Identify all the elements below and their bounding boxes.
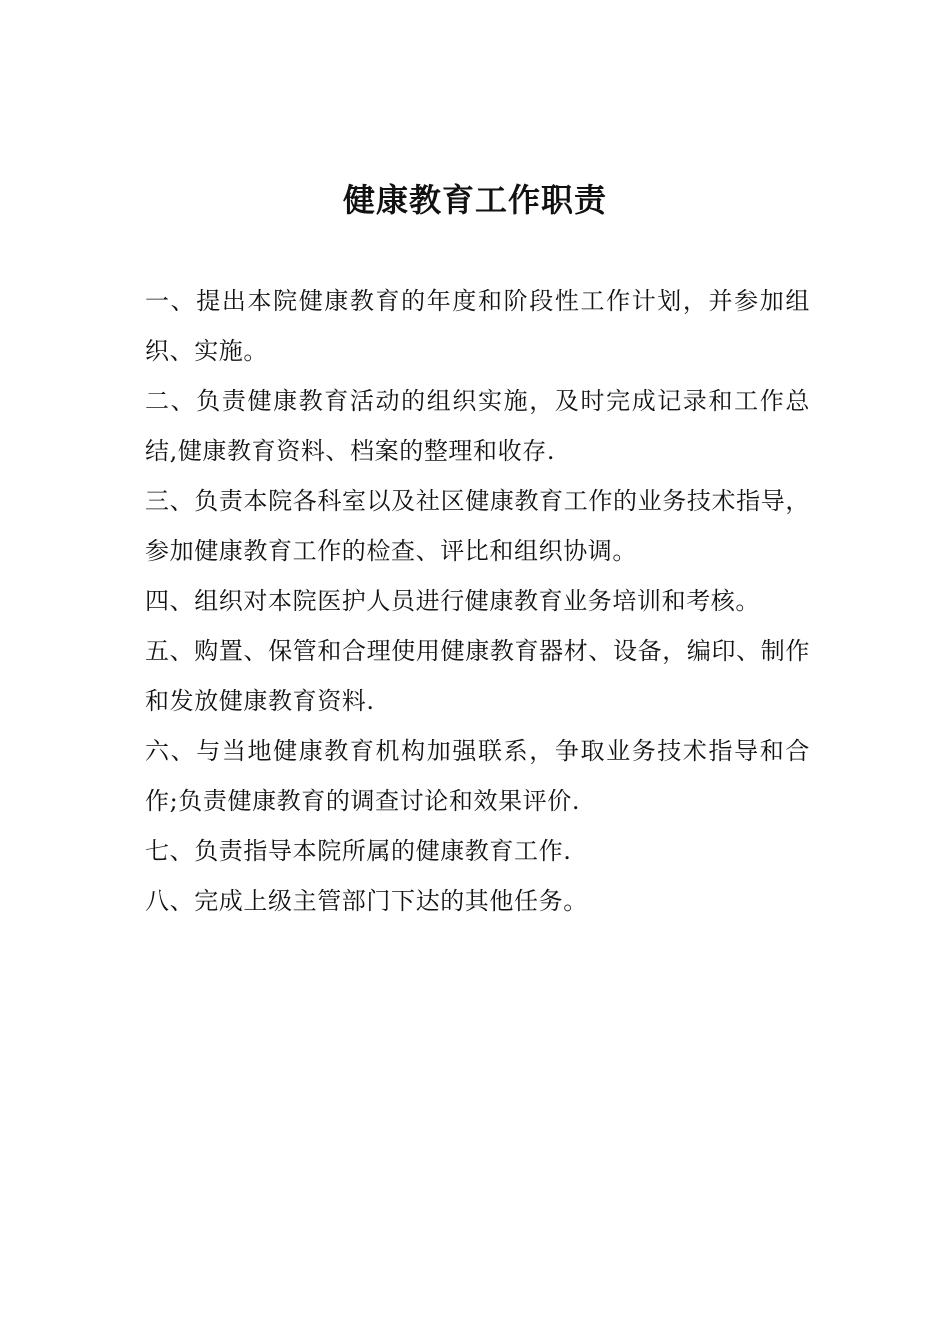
duty-item-8: 八、完成上级主管部门下达的其他任务。 xyxy=(145,887,588,915)
page-title: 健康教育工作职责 xyxy=(342,181,607,219)
duty-item-7: 七、负责指导本院所属的健康教育工作. xyxy=(145,837,572,865)
duty-item-6: 六、与当地健康教育机构加强联系，争取业务技术指导和合作;负责健康教育的调查讨论和效果评价. xyxy=(145,737,810,815)
duty-item-2: 二、负责健康教育活动的组织实施，及时完成记录和工作总结,健康教育资料、档案的整理和收存. xyxy=(145,387,810,465)
duty-item-5: 五、购置、保管和合理使用健康教育器材、设备，编印、制作和发放健康教育资料. xyxy=(145,637,810,715)
duty-item-1: 一、提出本院健康教育的年度和阶段性工作计划，并参加组织、实施。 xyxy=(145,287,810,365)
duty-item-4: 四、组织对本院医护人员进行健康教育业务培训和考核。 xyxy=(145,587,760,615)
duty-list xyxy=(145,276,810,926)
duty-item-3: 三、负责本院各科室以及社区健康教育工作的业务技术指导，参加健康教育工作的检查、评比和组织协调。 xyxy=(145,487,810,565)
